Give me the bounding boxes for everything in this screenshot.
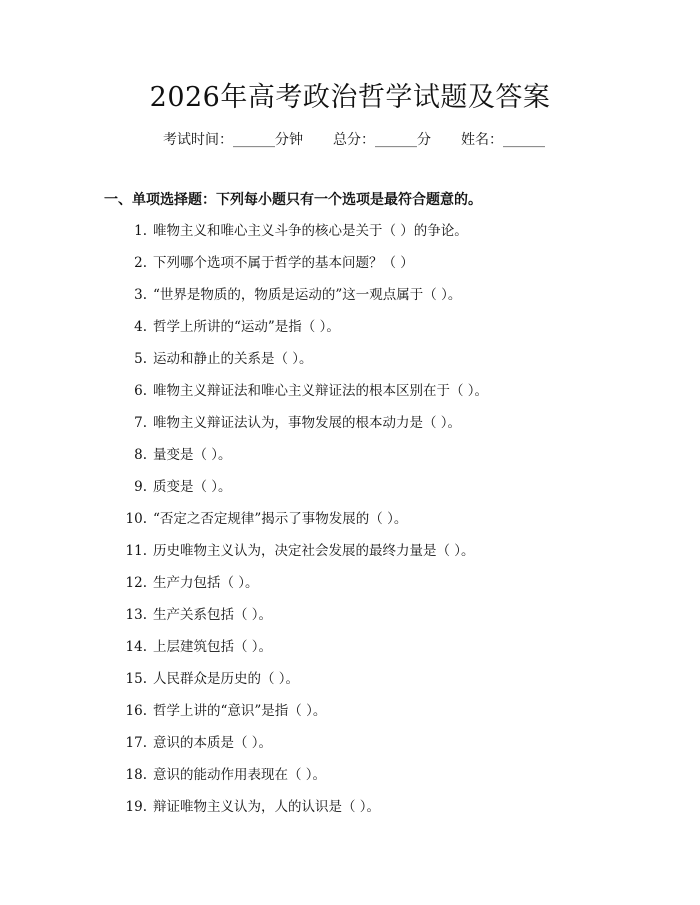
total-score-field: 总分：______分: [333, 132, 431, 148]
question-item: [0, 668, 700, 700]
question-text: 生产关系包括（ ）。: [153, 607, 273, 623]
question-number: 13.: [125, 607, 147, 623]
question-text: 质变是（ ）。: [153, 479, 232, 495]
question-item: [0, 476, 700, 508]
question-item: [0, 284, 700, 316]
question-item: [0, 508, 700, 540]
question-number: 19.: [125, 799, 147, 815]
question-text: 下列哪个选项不属于哲学的基本问题？（ ）: [153, 255, 414, 271]
name-field: 姓名：______: [461, 132, 545, 148]
question-number: 11.: [125, 543, 147, 559]
question-item: [0, 604, 700, 636]
question-number: 16.: [125, 703, 147, 719]
question-number: 2.: [134, 255, 147, 271]
question-item: [0, 796, 700, 828]
exam-meta-row: [0, 129, 700, 151]
question-item: [0, 252, 700, 284]
question-text: 意识的本质是（ ）。: [153, 735, 273, 751]
question-number: 5.: [134, 351, 147, 367]
question-number: 12.: [125, 575, 147, 591]
question-text: 上层建筑包括（ ）。: [153, 639, 273, 655]
question-item: [0, 220, 700, 252]
question-text: “世界是物质的，物质是运动的”这一观点属于（ ）。: [153, 287, 462, 303]
question-text: 历史唯物主义认为，决定社会发展的最终力量是（ ）。: [153, 543, 475, 559]
question-text: 生产力包括（ ）。: [153, 575, 259, 591]
question-text: 量变是（ ）。: [153, 447, 232, 463]
question-text: 唯物主义辩证法和唯心主义辩证法的根本区别在于（ ）。: [153, 383, 489, 399]
question-number: 3.: [134, 287, 147, 303]
document-title: 2026年高考政治哲学试题及答案: [149, 82, 551, 113]
question-number: 14.: [125, 639, 147, 655]
question-item: [0, 636, 700, 668]
question-number: 17.: [125, 735, 147, 751]
question-item: [0, 540, 700, 572]
question-text: 运动和静止的关系是（ ）。: [153, 351, 313, 367]
question-item: [0, 700, 700, 732]
question-text: 辩证唯物主义认为，人的认识是（ ）。: [153, 799, 381, 815]
question-text: 哲学上讲的“意识”是指（ ）。: [153, 703, 327, 719]
question-number: 8.: [134, 447, 147, 463]
question-item: [0, 412, 700, 444]
question-item: [0, 316, 700, 348]
question-item: [0, 380, 700, 412]
question-item: [0, 348, 700, 380]
question-text: 人民群众是历史的（ ）。: [153, 671, 300, 687]
section-heading: 一、单项选择题：下列每小题只有一个选项是最符合题意的。: [104, 192, 482, 208]
question-number: 7.: [134, 415, 147, 431]
question-number: 10.: [125, 511, 147, 527]
question-item: [0, 764, 700, 796]
question-text: 唯物主义辩证法认为，事物发展的根本动力是（ ）。: [153, 415, 462, 431]
question-text: “否定之否定规律”揭示了事物发展的（ ）。: [153, 511, 408, 527]
exam-time-field: 考试时间：______分钟: [163, 132, 303, 148]
question-text: 哲学上所讲的“运动”是指（ ）。: [153, 319, 340, 335]
question-item: [0, 444, 700, 476]
question-item: [0, 732, 700, 764]
question-number: 9.: [134, 479, 147, 495]
question-text: 唯物主义和唯心主义斗争的核心是关于（ ）的争论。: [153, 223, 468, 239]
question-list: [0, 220, 700, 828]
question-number: 1.: [134, 223, 147, 239]
question-number: 4.: [134, 319, 147, 335]
question-text: 意识的能动作用表现在（ ）。: [153, 767, 327, 783]
question-number: 15.: [125, 671, 147, 687]
question-number: 18.: [125, 767, 147, 783]
question-number: 6.: [134, 383, 147, 399]
question-item: [0, 572, 700, 604]
